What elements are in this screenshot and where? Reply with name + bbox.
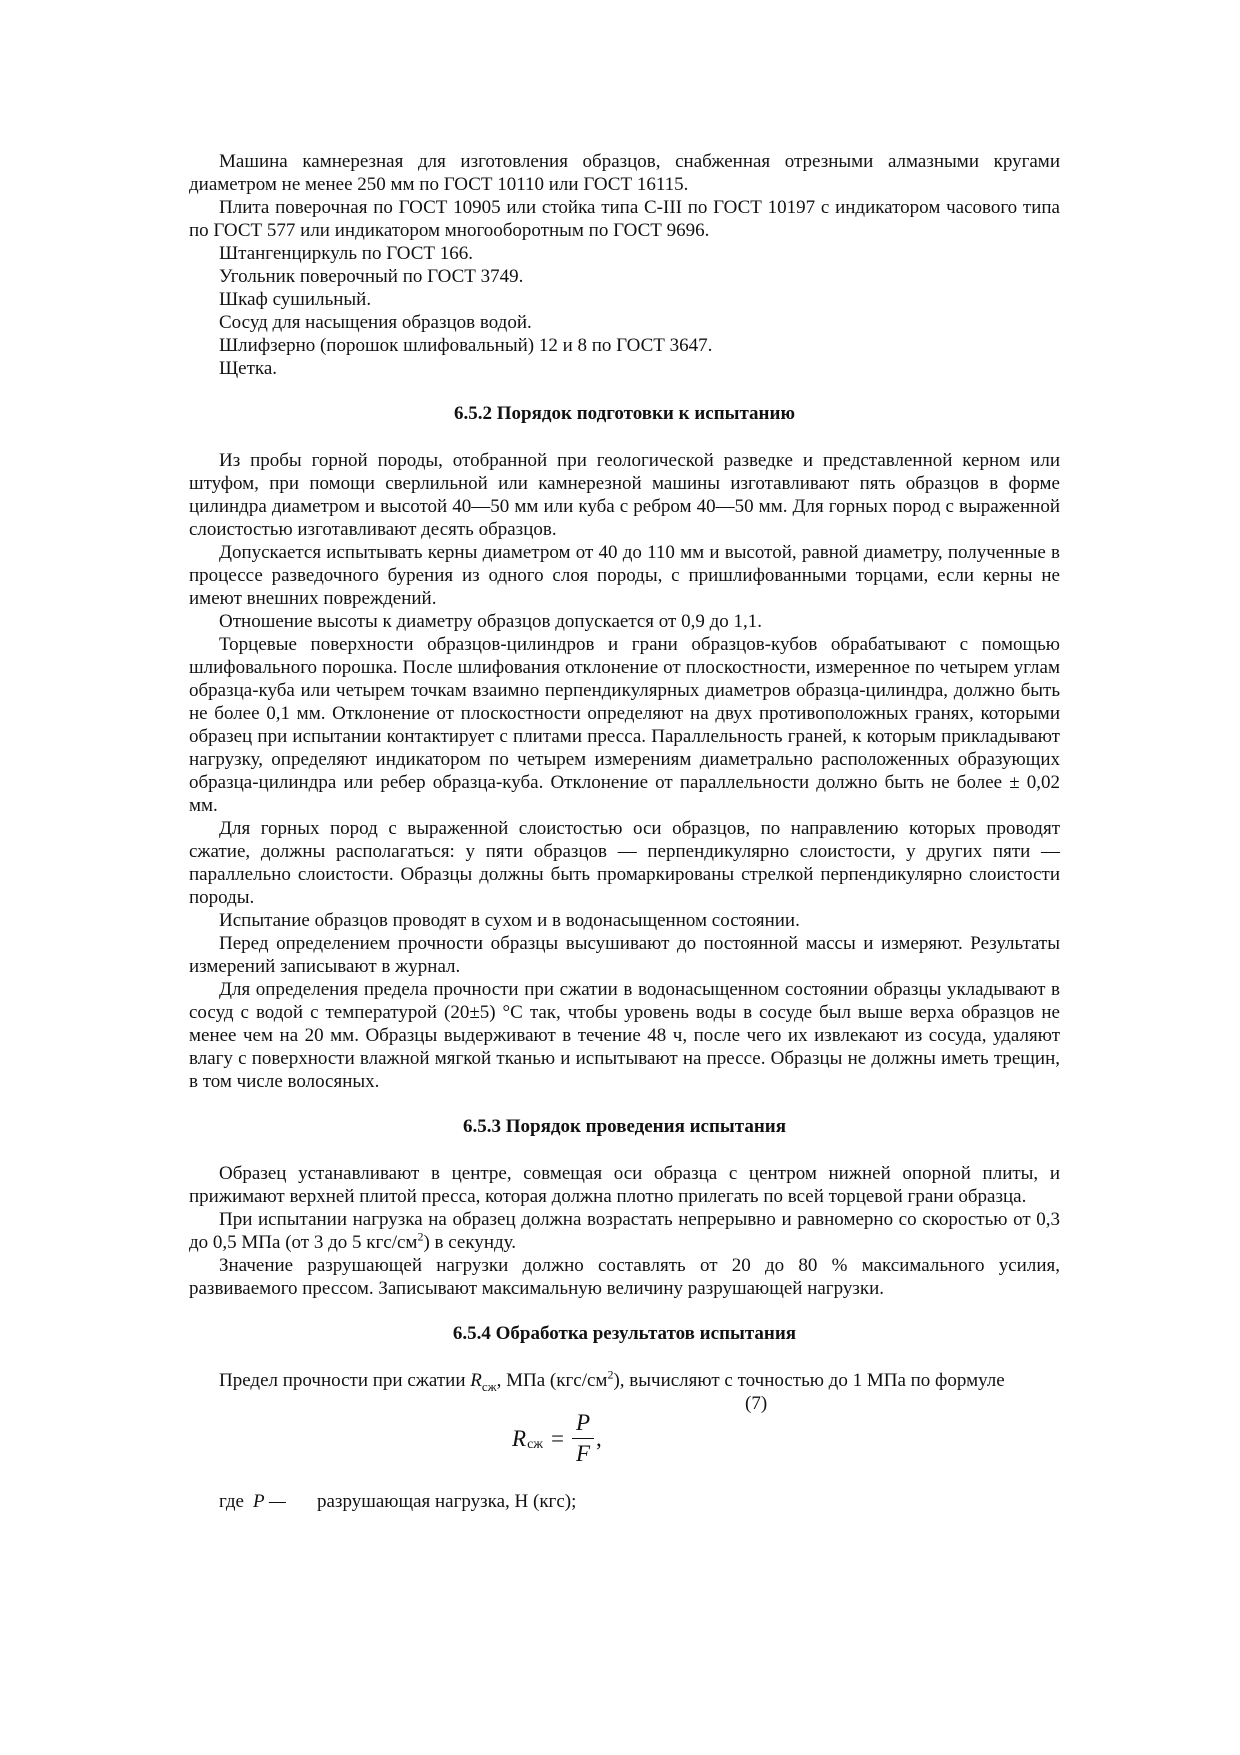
section-heading-6-5-4: 6.5.4 Обработка результатов испытания	[452, 1323, 797, 1344]
document-page	[189, 150, 1060, 1513]
where-variable: P —	[253, 1491, 286, 1512]
formula	[512, 1410, 602, 1467]
section-heading-6-5-2: 6.5.2 Порядок подготовки к испытанию	[454, 403, 795, 424]
paragraph: Отношение высоты к диаметру образцов допускается от 0,9 до 1,1.	[219, 611, 763, 632]
equipment-item: Шкаф сушильный.	[219, 289, 372, 310]
paragraph: Испытание образцов проводят в сухом и в водонасыщенном состоянии.	[219, 910, 800, 931]
section-6-5-3-body	[189, 1162, 1060, 1300]
paragraph: Образец устанавливают в центре, совмещая оси образца с центром нижней опорной плиты, и прижимают верхней плитой пресса, которая должна плотно прилегать по всей торцевой грани образца.	[189, 1163, 1060, 1207]
formula-numerator: P	[572, 1410, 594, 1439]
equipment-item: Плита поверочная по ГОСТ 10905 или стойка типа С-III по ГОСТ 10197 с индикатором часового типа по ГОСТ 577 или индикатором многооборотным по ГОСТ 9696.	[189, 197, 1060, 241]
formula-comma: ,	[596, 1426, 602, 1451]
equipment-item: Сосуд для насыщения образцов водой.	[219, 312, 532, 333]
superscript: 2	[417, 1229, 424, 1244]
paragraph	[189, 1208, 1060, 1254]
formula-fraction	[572, 1410, 594, 1467]
paragraph: Из пробы горной породы, отобранной при геологической разведке и представленной керном или штуфом, при помощи сверлильной или камнерезной машины изготавливают пять образцов в форме цилиндра диаметром и высотой 40—50 мм или куба с ребром 40—50 мм. Для горных пород с выраженной слоистостью изготавливают десять образцов.	[189, 450, 1060, 540]
equipment-item: Угольник поверочный по ГОСТ 3749.	[219, 266, 524, 287]
paragraph: Допускается испытывать керны диаметром от 40 до 110 мм и высотой, равной диаметру, полученные в процессе разведочного бурения из одного слоя породы, с пришлифованными торцами, если керны не имеют внешних повреждений.	[189, 542, 1060, 609]
where-line	[189, 1490, 1060, 1513]
superscript: 2	[607, 1367, 614, 1382]
equation-number: (7)	[745, 1393, 768, 1414]
formula-equals: =	[550, 1426, 564, 1451]
where-word: где	[219, 1491, 244, 1512]
section-6-5-2-body	[189, 449, 1060, 1093]
equipment-list	[189, 150, 1060, 380]
formula-lhs: R	[512, 1426, 527, 1451]
paragraph	[189, 1369, 1060, 1392]
formula-denominator: F	[575, 1441, 590, 1466]
equipment-item: Шлифзерно (порошок шлифовальный) 12 и 8 по ГОСТ 3647.	[219, 335, 713, 356]
formula-lhs-subscript: сж	[527, 1437, 543, 1452]
section-6-5-4-body	[189, 1369, 1060, 1513]
where-description: разрушающая нагрузка, Н (кгс);	[317, 1491, 577, 1512]
equipment-item: Штангенциркуль по ГОСТ 166.	[219, 243, 473, 264]
text-run: ) в секунду.	[423, 1232, 517, 1253]
text-run: При испытании нагрузка на образец должна возрастать непрерывно и равномерно со скоростью от 0,3 до 0,5 МПа (от 3 до 5 кгс/см	[189, 1209, 1060, 1253]
paragraph: Значение разрушающей нагрузки должно составлять от 20 до 80 % максимального усилия, развиваемого прессом. Записывают максимальную величину разрушающей нагрузки.	[189, 1255, 1060, 1299]
paragraph: Перед определением прочности образцы высушивают до постоянной массы и измеряют. Результаты измерений записывают в журнал.	[189, 933, 1060, 977]
text-run: Предел прочности при сжатии	[219, 1370, 471, 1391]
variable-r: R	[470, 1370, 482, 1391]
formula-block	[189, 1392, 1060, 1484]
text-run: , МПа (кгс/см	[496, 1370, 608, 1391]
paragraph: Для определения предела прочности при сжатии в водонасыщенном состоянии образцы укладывают в сосуд с водой с температурой (20±5) °С так, чтобы уровень воды в сосуде был выше верха образцов не менее чем на 20 мм. Образцы выдерживают в течение 48 ч, после чего их извлекают из сосуда, удаляют влагу с поверхности влажной мягкой тканью и испытывают на прессе. Образцы не должны иметь трещин, в том числе волосяных.	[189, 979, 1060, 1092]
equipment-item: Машина камнерезная для изготовления образцов, снабженная отрезными алмазными кругами диаметром не менее 250 мм по ГОСТ 10110 или ГОСТ 16115.	[189, 151, 1060, 195]
equipment-item: Щетка.	[219, 358, 278, 379]
paragraph: Для горных пород с выраженной слоистостью оси образцов, по направлению которых проводят сжатие, должны располагаться: у пяти образцов — перпендикулярно слоистости, у других пяти — параллельно слоистости. Образцы должны быть промаркированы стрелкой перпендикулярно слоистости породы.	[189, 818, 1060, 908]
text-run: ), вычисляют с точностью до 1 МПа по формуле	[613, 1370, 1005, 1391]
subscript: сж	[481, 1378, 497, 1394]
paragraph: Торцевые поверхности образцов-цилиндров и грани образцов-кубов обрабатывают с помощью шлифовального порошка. После шлифования отклонение от плоскостности, измеренное по четырем углам образца-куба или четырем точкам взаимно перпендикулярных диаметров образца-цилиндра, должно быть не более 0,1 мм. Отклонение от плоскостности определяют на двух противоположных гранях, которыми образец при испытании контактирует с плитами пресса. Параллельность граней, к которым прикладывают нагрузку, определяют индикатором по четырем измерениям диаметрально расположенных образующих образца-цилиндра или ребер образца-куба. Отклонение от параллельности должно быть не более ± 0,02 мм.	[189, 634, 1060, 816]
section-heading-6-5-3: 6.5.3 Порядок проведения испытания	[462, 1116, 787, 1137]
